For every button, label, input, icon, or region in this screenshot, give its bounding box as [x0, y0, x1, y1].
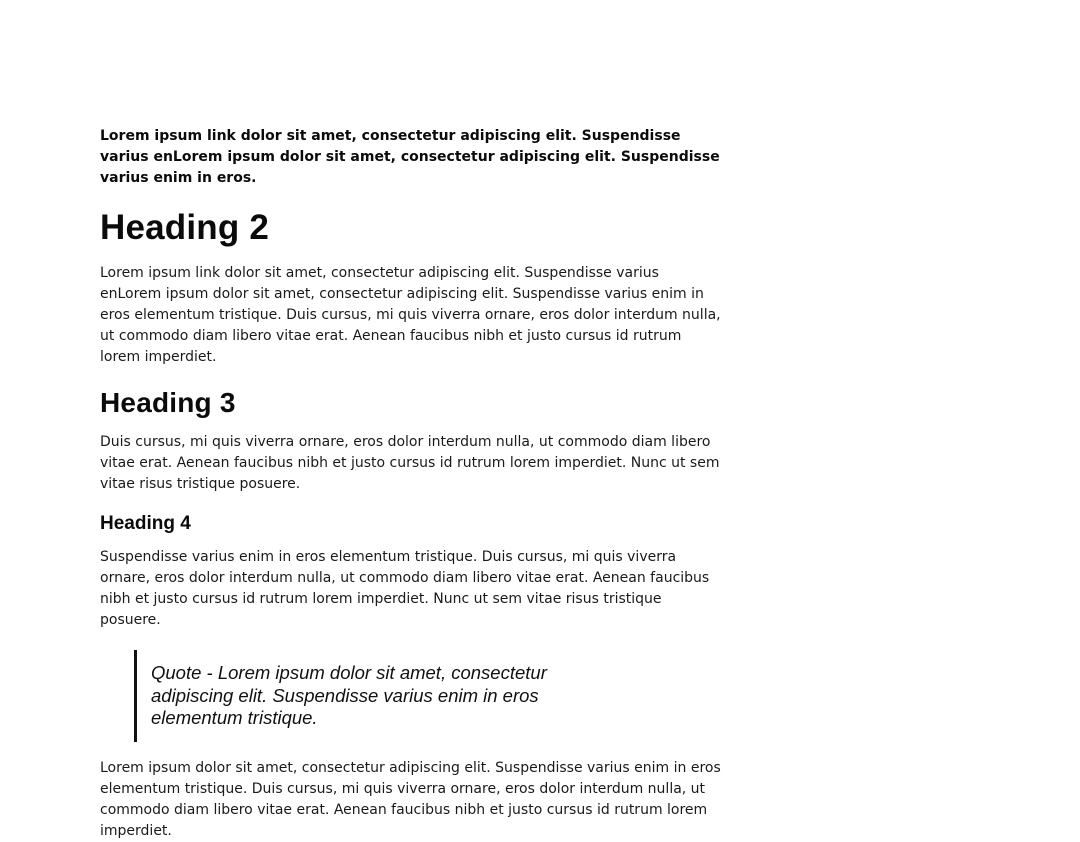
- heading-4: Heading 4: [100, 513, 191, 534]
- paragraph-1: Lorem ipsum link dolor sit amet, consectetur adipiscing elit. Suspendisse varius enLorem ipsum dolor sit amet, consectetur adipiscing elit. Suspendisse varius enim in eros elementum tristique. Duis cursus, mi quis viverra ornare, eros dolor interdum nulla, ut commodo diam libero vitae erat. Aenean faucibus nibh et justo cursus id rutrum lorem imperdiet.: [100, 265, 721, 365]
- paragraph-3: Suspendisse varius enim in eros elementum tristique. Duis cursus, mi quis viverra ornare, eros dolor interdum nulla, ut commodo diam libero vitae erat. Aenean faucibus nibh et justo cursus id rutrum lorem imperdiet. Nunc ut sem vitae risus tristique posuere.: [100, 549, 710, 628]
- blockquote: Quote - Lorem ipsum dolor sit amet, consectetur adipiscing elit. Suspendisse varius enim in eros elementum tristique.: [134, 650, 724, 742]
- heading-3: Heading 3: [100, 387, 236, 418]
- rich-text-content: [100, 126, 724, 842]
- lead-paragraph: Lorem ipsum link dolor sit amet, consectetur adipiscing elit. Suspendisse varius enLorem ipsum dolor sit amet, consectetur adipiscing elit. Suspendisse varius enim in eros.: [100, 128, 720, 186]
- paragraph-2: Duis cursus, mi quis viverra ornare, eros dolor interdum nulla, ut commodo diam libero vitae erat. Aenean faucibus nibh et justo cursus id rutrum lorem imperdiet. Nunc ut sem vitae risus tristique posuere.: [100, 434, 720, 492]
- paragraph-4: Lorem ipsum dolor sit amet, consectetur adipiscing elit. Suspendisse varius enim in eros elementum tristique. Duis cursus, mi quis viverra ornare, eros dolor interdum nulla, ut commodo diam libero vitae erat. Aenean faucibus nibh et justo cursus id rutrum lorem imperdiet.: [100, 759, 721, 839]
- heading-2: Heading 2: [100, 208, 270, 247]
